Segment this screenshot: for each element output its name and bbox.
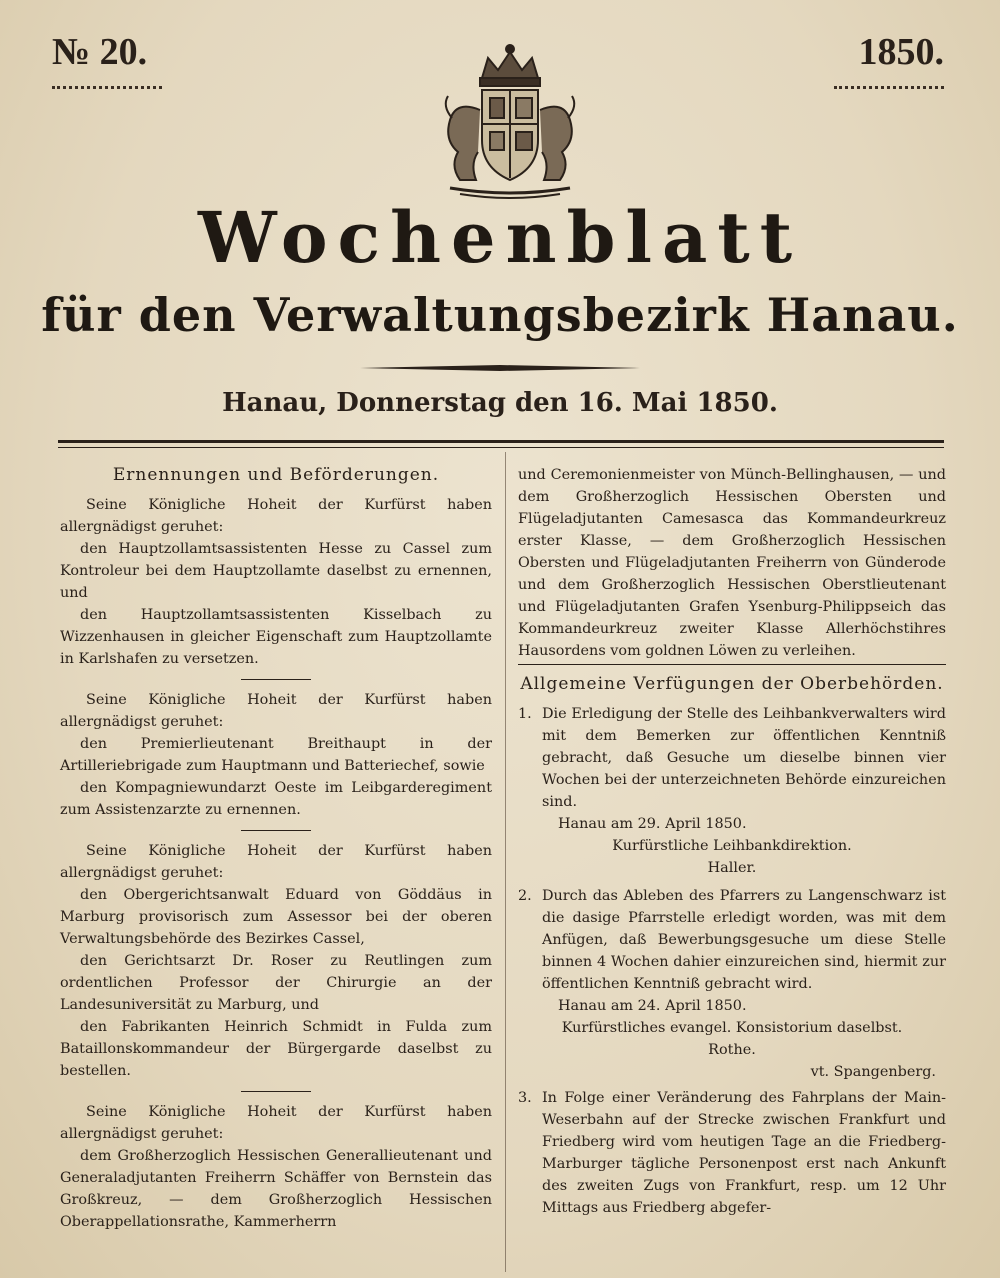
- block-line: den Premierlieutenant Breithaupt in der Artilleriebrigade zum Hauptmann und Batteriechef, sowie: [60, 736, 492, 774]
- header-rule-thin: [58, 447, 944, 448]
- item-text: In Folge einer Veränderung des Fahrplans der Main-Weserbahn auf der Strecke zwischen Frankfurt und Friedberg wird vom heutigen Tage an die Friedberg-Marburger tägliche Personenpost erst nach Ankunft des zweiten Zugs von Frankfurt, resp. um 12 Uhr Mittags aus Friedberg abgefer-: [542, 1090, 946, 1216]
- separator: [241, 679, 311, 680]
- block-intro: Seine Königliche Hoheit der Kurfürst haben allergnädigst geruhet:: [60, 843, 492, 881]
- column-divider: [505, 452, 506, 1272]
- item-signer: Rothe.: [708, 1042, 756, 1058]
- dateline: Hanau, Donnerstag den 16. Mai 1850.: [222, 388, 778, 418]
- separator: [241, 1091, 311, 1092]
- left-column: [60, 464, 492, 1233]
- item-cosigner: vt. Spangenberg.: [810, 1064, 936, 1080]
- separator: [241, 830, 311, 831]
- continued-text: und Ceremonienmeister von Münch-Bellinghausen, — und dem Großherzoglich Hessischen Obersten und Flügeladjutanten Camesasca das Kommandeurkreuz erster Klasse, — dem Großherzoglich Hessischen Obersten und Flügeladjutanten Freiherrn von Günderode und dem Großherzoglich Hessischen Oberstlieutenant und Flügeladjutanten Grafen Ysenburg-Philippseich das Kommandeurkreuz zweiter Klasse Allerhöchstihres Hausordens vom goldnen Löwen zu verleihen.: [518, 467, 946, 659]
- item-number: 2.: [518, 888, 532, 904]
- block-intro: Seine Königliche Hoheit der Kurfürst haben allergnädigst geruhet:: [60, 497, 492, 535]
- appointment-block: [60, 689, 492, 821]
- block-line: den Hauptzollamtsassistenten Hesse zu Cassel zum Kontroleur bei dem Hauptzollamte daselbst zu ernennen, und: [60, 541, 492, 601]
- item-signer: Haller.: [707, 860, 757, 876]
- issue-year: 1850.: [858, 31, 944, 73]
- block-line: den Obergerichtsanwalt Eduard von Göddäus in Marburg provisorisch zum Assessor bei der oberen Verwaltungsbehörde des Bezirkes Cassel,: [60, 887, 492, 947]
- ornament-rule: [360, 364, 640, 372]
- block-line: dem Großherzoglich Hessischen Generallieutenant und Generaladjutanten Freiherrn Schäffer von Bernstein das Großkreuz, — dem Großherzoglich Hessischen Oberappellationsrathe, Kammerherrn: [60, 1148, 492, 1230]
- right-column: [518, 464, 946, 1219]
- appointment-block: [60, 494, 492, 670]
- section-heading-ordinances: Allgemeine Verfügungen der Oberbehörden.: [520, 674, 944, 694]
- issue-year-underline: [834, 86, 944, 93]
- block-line: den Hauptzollamtsassistenten Kisselbach zu Wizzenhausen in gleicher Eigenschaft zum Hauptzollamte in Karlshafen zu versetzen.: [60, 607, 492, 667]
- block-intro: Seine Königliche Hoheit der Kurfürst haben allergnädigst geruhet:: [60, 692, 492, 730]
- item-text: Die Erledigung der Stelle des Leihbankverwalters wird mit dem Bemerken zur öffentlichen Kenntniß gebracht, daß Gesuche um dieselbe binnen vier Wochen bei der unterzeichneten Behörde einzureichen sind.: [542, 706, 946, 810]
- item-authority: Kurfürstliche Leihbankdirektion.: [612, 838, 852, 854]
- item-place-date: Hanau am 29. April 1850.: [558, 816, 747, 832]
- coat-of-arms-icon: [420, 40, 600, 210]
- newspaper-subtitle: für den Verwaltungsbezirk Hanau.: [41, 288, 959, 342]
- block-line: den Gerichtsarzt Dr. Roser zu Reutlingen zum ordentlichen Professor der Chirurgie an der Landesuniversität zu Marburg, und: [60, 953, 492, 1013]
- block-line: den Kompagniewundarzt Oeste im Leibgarderegiment zum Assistenzarzte zu ernennen.: [60, 780, 492, 818]
- item-number: 3.: [518, 1090, 532, 1106]
- issue-number-underline: [52, 86, 162, 93]
- header-rule: [58, 440, 944, 443]
- item-authority: Kurfürstliches evangel. Konsistorium daselbst.: [561, 1020, 903, 1036]
- section-rule: [518, 664, 946, 665]
- issue-number: № 20.: [52, 31, 148, 73]
- ordinance-item: [518, 703, 946, 813]
- ordinance-item: [518, 1087, 946, 1219]
- block-line: den Fabrikanten Heinrich Schmidt in Fulda zum Bataillonskommandeur der Bürgergarde daselbst zu bestellen.: [60, 1019, 492, 1079]
- newspaper-title: Wochenblatt: [197, 196, 803, 279]
- block-intro: Seine Königliche Hoheit der Kurfürst haben allergnädigst geruhet:: [60, 1104, 492, 1142]
- item-number: 1.: [518, 706, 532, 722]
- section-heading-appointments: Ernennungen und Beförderungen.: [112, 465, 440, 485]
- appointment-block: [60, 1101, 492, 1233]
- item-text: Durch das Ableben des Pfarrers zu Langenschwarz ist die dasige Pfarrstelle erledigt worden, was mit dem Anfügen, daß Bewerbungsgesuche um diese Stelle binnen 4 Wochen dahier einzureichen sind, hiermit zur öffentlichen Kenntniß gebracht wird.: [542, 888, 946, 992]
- appointment-block: [60, 840, 492, 1082]
- ordinance-item: [518, 885, 946, 995]
- item-place-date: Hanau am 24. April 1850.: [558, 998, 747, 1014]
